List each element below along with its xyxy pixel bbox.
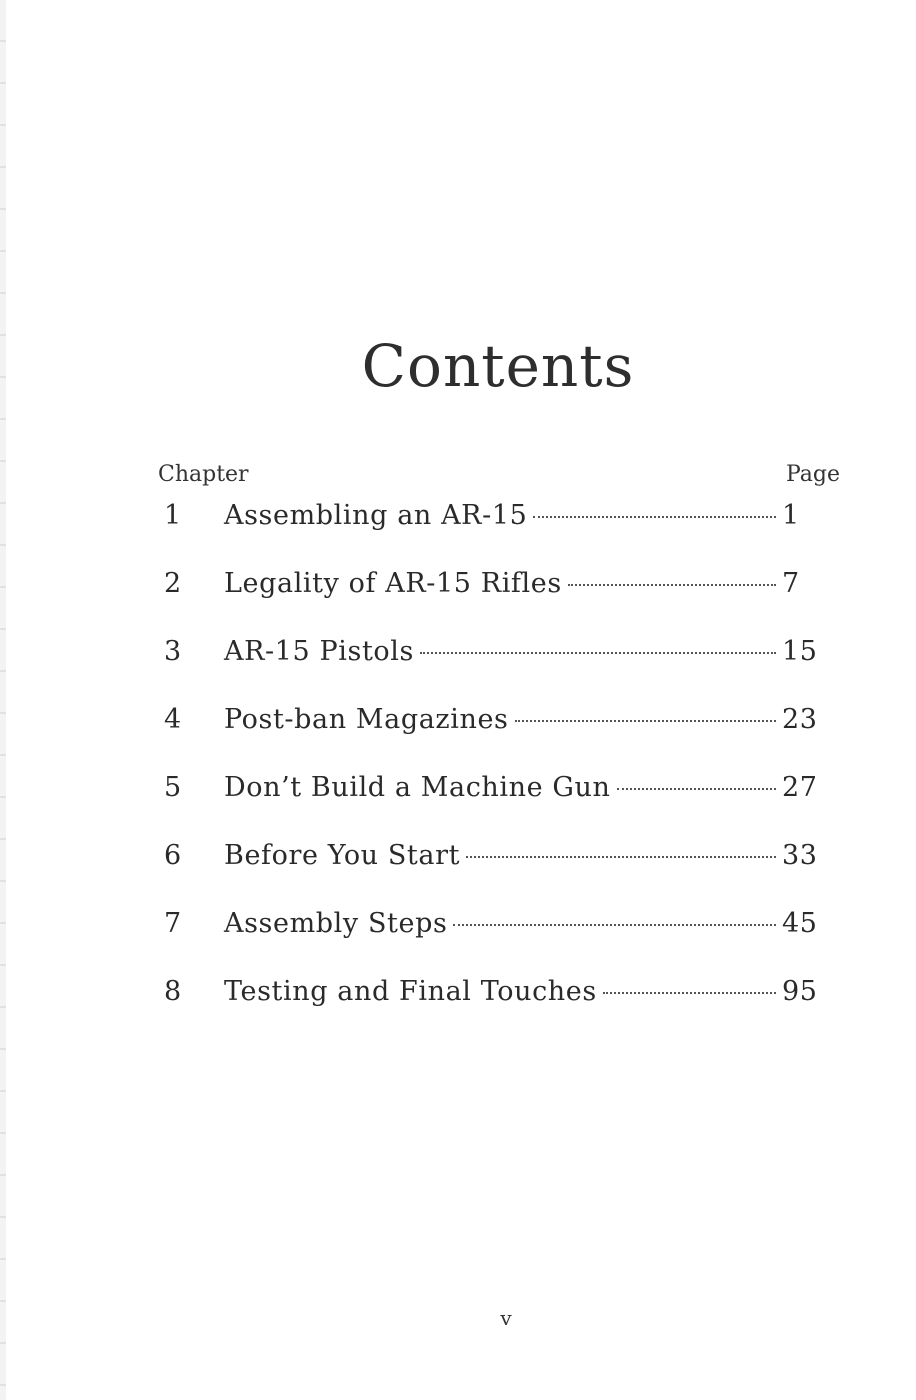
dot-leader bbox=[515, 720, 776, 722]
dot-leader bbox=[617, 788, 776, 790]
table-of-contents bbox=[158, 462, 840, 1007]
toc-header bbox=[158, 462, 840, 494]
toc-entry bbox=[158, 704, 828, 744]
toc-entry bbox=[158, 568, 828, 608]
page-number: 95 bbox=[782, 976, 818, 1007]
chapter-number: 3 bbox=[164, 636, 182, 667]
chapter-number: 2 bbox=[164, 568, 182, 599]
page-number: 7 bbox=[782, 568, 800, 599]
toc-entry bbox=[158, 636, 828, 676]
chapter-title: Legality of AR-15 Rifles bbox=[224, 568, 562, 599]
dot-leader bbox=[420, 652, 776, 654]
chapter-number: 6 bbox=[164, 840, 182, 871]
dot-leader bbox=[533, 516, 776, 518]
toc-entry bbox=[158, 840, 828, 880]
chapter-title: Assembly Steps bbox=[224, 908, 448, 939]
dot-leader bbox=[453, 924, 776, 926]
page-column-label: Page bbox=[785, 462, 840, 487]
chapter-number: 1 bbox=[164, 500, 182, 531]
page-folio: v bbox=[500, 1306, 512, 1330]
chapter-title: Don’t Build a Machine Gun bbox=[224, 772, 611, 803]
chapter-number: 8 bbox=[164, 976, 182, 1007]
toc-entry bbox=[158, 500, 828, 540]
toc-entry bbox=[158, 772, 828, 812]
dot-leader bbox=[466, 856, 776, 858]
toc-entry bbox=[158, 908, 828, 948]
dot-leader bbox=[568, 584, 776, 586]
dot-leader bbox=[603, 992, 776, 994]
chapter-title: Testing and Final Touches bbox=[224, 976, 597, 1007]
page-number: 1 bbox=[782, 500, 800, 531]
chapter-title: Post-ban Magazines bbox=[224, 704, 509, 735]
page-number: 45 bbox=[782, 908, 818, 939]
page-title: Contents bbox=[361, 332, 635, 400]
chapter-title: Assembling an AR-15 bbox=[224, 500, 528, 531]
chapter-title: AR-15 Pistols bbox=[224, 636, 414, 667]
page-number: 23 bbox=[782, 704, 818, 735]
chapter-column-label: Chapter bbox=[158, 462, 249, 487]
page-number: 33 bbox=[782, 840, 818, 871]
chapter-title: Before You Start bbox=[224, 840, 461, 871]
toc-entry bbox=[158, 976, 828, 1016]
chapter-number: 5 bbox=[164, 772, 182, 803]
page-binding-edge bbox=[0, 0, 6, 1400]
page-number: 27 bbox=[782, 772, 818, 803]
chapter-number: 4 bbox=[164, 704, 182, 735]
page-number: 15 bbox=[782, 636, 818, 667]
chapter-number: 7 bbox=[164, 908, 182, 939]
